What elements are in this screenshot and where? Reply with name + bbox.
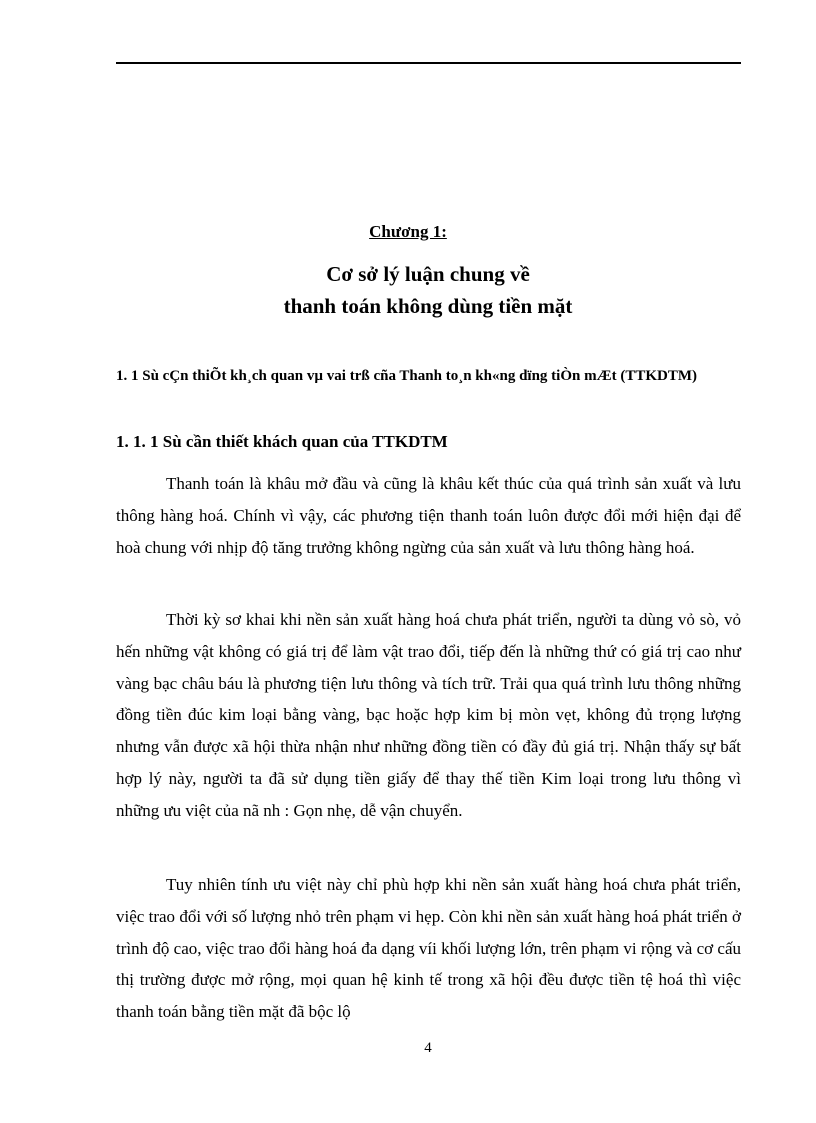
page-number: 4 <box>424 1040 432 1056</box>
body-paragraph: Tuy nhiên tính ưu việt này chỉ phù hợp khi nền sản xuất hàng hoá chưa phát triển, việc trao đổi với số lượng nhỏ trên phạm vi hẹp. Còn khi nền sản xuất hàng hoá phát triển ở trình độ cao, việc trao đổi hàng hoá đa dạng víi khối lượng lớn, trên phạm vi rộng và cơ cấu thị trường được mở rộng, mọi quan hệ kinh tế trong xã hội đều được tiền tệ hoá thì việc thanh toán bằng tiền mặt đã bộc lộ <box>116 875 741 1022</box>
header-rule <box>116 62 741 64</box>
chapter-title-line-2: thanh toán không dùng tiền mặt <box>283 294 573 318</box>
body-paragraph: Thời kỳ sơ khai khi nền sản xuất hàng hoá chưa phát triển, người ta dùng vỏ sò, vỏ hến những vật không có giá trị để làm vật trao đổi, tiếp đến là những thứ có giá trị cao như vàng bạc châu báu là phương tiện lưu thông và tích trữ. Trải qua quá trình lưu thông những đồng tiền đúc kim loại bằng vàng, bạc hoặc hợp kim bị mòn vẹt, không đủ trọng lượng nhưng vẫn được xã hội thừa nhận như những đồng tiền có đầy đủ giá trị. Nhận thấy sự bất hợp lý này, người ta đã sử dụng tiền giấy để thay thế tiền Kim loại trong lưu thông vì những ưu việt của nã nh : Gọn nhẹ, dễ vận chuyển. <box>116 610 741 820</box>
subsection-heading: 1. 1. 1 Sù cần thiết khách quan của TTKDTM <box>116 432 448 451</box>
chapter-label: Chương 1: <box>369 222 447 241</box>
section-heading: 1. 1 Sù cÇn thiÕt kh¸ch quan vµ vai trß cña Thanh to¸n kh«ng dïng tiÒn mÆt (TTKDTM) <box>116 368 697 384</box>
chapter-title-line-1: Cơ sở lý luận chung về <box>326 262 530 286</box>
body-paragraph: Thanh toán là khâu mở đầu và cũng là khâu kết thúc của quá trình sản xuất và lưu thông hàng hoá. Chính vì vậy, các phương tiện thanh toán luôn được đổi mới hiện đại để hoà chung với nhịp độ tăng trưởng không ngừng của sản xuất và lưu thông hàng hoá. <box>116 474 741 557</box>
